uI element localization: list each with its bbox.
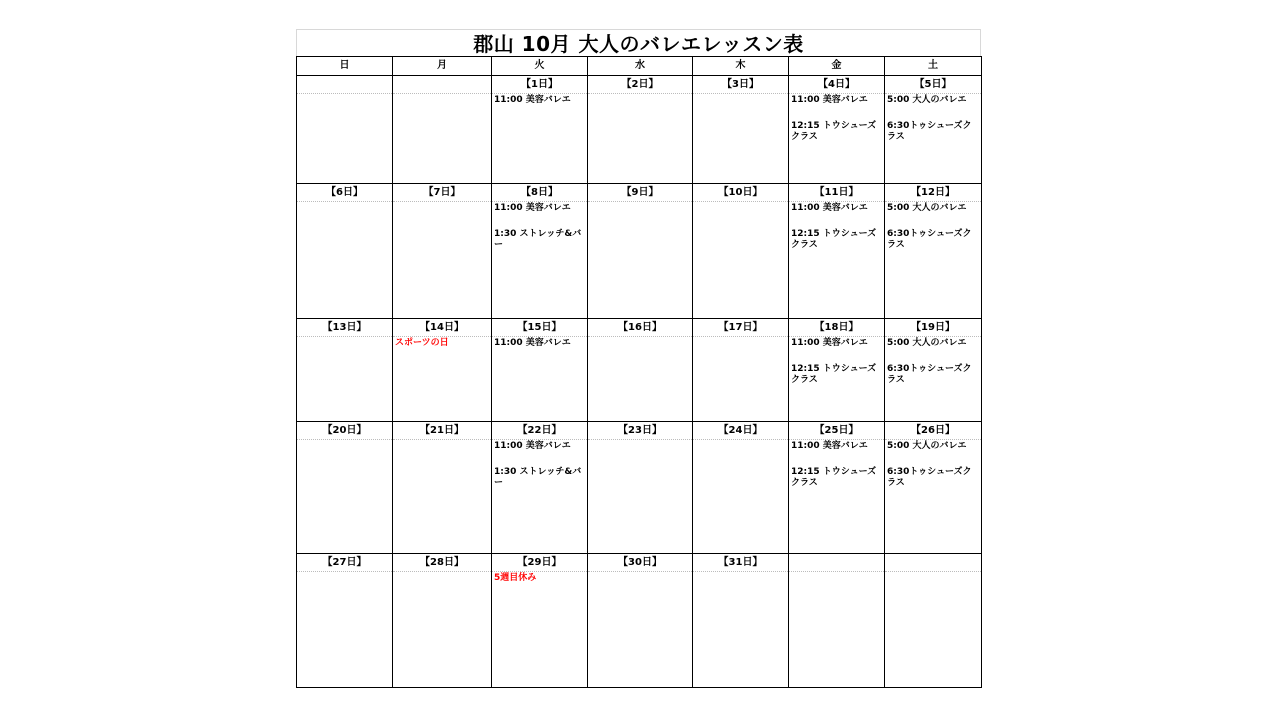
day-cell — [588, 202, 693, 319]
day-cell — [789, 440, 885, 554]
calendar-grid — [296, 56, 982, 688]
day-cells-row — [297, 94, 982, 184]
day-cell — [693, 202, 789, 319]
day-cell — [885, 94, 982, 184]
date-label: 【16日】 — [588, 319, 693, 337]
date-row — [297, 76, 982, 94]
day-cell — [789, 337, 885, 422]
day-cell — [393, 94, 492, 184]
day-cell — [492, 94, 588, 184]
day-cell — [588, 94, 693, 184]
date-label: 【27日】 — [297, 554, 393, 572]
lesson-entry: 6:30トゥシューズクラス — [887, 364, 972, 385]
day-cell — [885, 202, 982, 319]
date-label — [885, 554, 982, 572]
day-cell — [297, 572, 393, 688]
weekday-sun: 日 — [297, 57, 393, 76]
date-label: 【22日】 — [492, 422, 588, 440]
weekday-tue: 火 — [492, 57, 588, 76]
day-cell — [492, 440, 588, 554]
date-label: 【8日】 — [492, 184, 588, 202]
date-label: 【28日】 — [393, 554, 492, 572]
lesson-entry: 6:30トゥシューズクラス — [887, 229, 972, 250]
date-label: 【29日】 — [492, 554, 588, 572]
date-label: 【18日】 — [789, 319, 885, 337]
date-label: 【11日】 — [789, 184, 885, 202]
schedule-title: 郡山 10月 大人のバレエレッスン表 — [296, 29, 981, 56]
day-cell — [789, 202, 885, 319]
day-cell — [297, 440, 393, 554]
date-label: 【17日】 — [693, 319, 789, 337]
day-cell — [693, 337, 789, 422]
day-cell — [588, 337, 693, 422]
lesson-entry: 12:15 トウシューズクラス — [791, 364, 877, 385]
date-label: 【25日】 — [789, 422, 885, 440]
day-cell — [885, 440, 982, 554]
date-label: 【3日】 — [693, 76, 789, 94]
day-cell — [885, 337, 982, 422]
day-cells-row — [297, 572, 982, 688]
day-cell — [693, 440, 789, 554]
day-cell — [693, 572, 789, 688]
date-label: 【5日】 — [885, 76, 982, 94]
date-row — [297, 554, 982, 572]
weekday-sat: 土 — [885, 57, 982, 76]
date-label: 【20日】 — [297, 422, 393, 440]
day-cell — [588, 572, 693, 688]
weekday-fri: 金 — [789, 57, 885, 76]
date-label: 【2日】 — [588, 76, 693, 94]
lesson-entry: 12:15 トウシューズクラス — [791, 229, 877, 250]
lesson-entry: 11:00 美容バレエ — [791, 441, 868, 451]
date-label: 【4日】 — [789, 76, 885, 94]
day-cell — [492, 572, 588, 688]
date-label: 【12日】 — [885, 184, 982, 202]
day-cell — [393, 572, 492, 688]
day-cells-row — [297, 202, 982, 319]
date-label: 【21日】 — [393, 422, 492, 440]
lesson-entry: 12:15 トウシューズクラス — [791, 121, 877, 142]
date-row — [297, 319, 982, 337]
lesson-entry: 5:00 大人のバレエ — [887, 441, 967, 451]
lesson-entry: 5:00 大人のバレエ — [887, 338, 967, 348]
date-label: 【31日】 — [693, 554, 789, 572]
date-row — [297, 184, 982, 202]
weekday-header-row — [297, 57, 982, 76]
date-label: 【1日】 — [492, 76, 588, 94]
date-label: 【7日】 — [393, 184, 492, 202]
lesson-entry: 1:30 ストレッチ&バー — [494, 467, 582, 488]
day-cell — [492, 202, 588, 319]
day-cell — [789, 94, 885, 184]
date-label: 【6日】 — [297, 184, 393, 202]
day-cells-row — [297, 440, 982, 554]
day-cells-row — [297, 337, 982, 422]
holiday-note: 5週目休み — [494, 573, 537, 583]
lesson-entry: 5:00 大人のバレエ — [887, 203, 967, 213]
lesson-entry: 6:30トゥシューズクラス — [887, 121, 972, 142]
lesson-entry: 11:00 美容バレエ — [494, 338, 571, 348]
day-cell — [393, 202, 492, 319]
date-label: 【23日】 — [588, 422, 693, 440]
lesson-entry: 6:30トゥシューズクラス — [887, 467, 972, 488]
date-label: 【24日】 — [693, 422, 789, 440]
weekday-wed: 水 — [588, 57, 693, 76]
lesson-entry: 11:00 美容バレエ — [791, 203, 868, 213]
date-row — [297, 422, 982, 440]
date-label: 【19日】 — [885, 319, 982, 337]
date-label: 【30日】 — [588, 554, 693, 572]
day-cell — [492, 337, 588, 422]
date-label: 【13日】 — [297, 319, 393, 337]
date-label — [393, 76, 492, 94]
holiday-note: スポーツの日 — [395, 338, 449, 348]
day-cell — [693, 94, 789, 184]
day-cell — [393, 440, 492, 554]
lesson-entry: 1:30 ストレッチ&バー — [494, 229, 582, 250]
date-label — [789, 554, 885, 572]
day-cell — [297, 337, 393, 422]
lesson-entry: 11:00 美容バレエ — [494, 203, 571, 213]
day-cell — [789, 572, 885, 688]
lesson-entry: 11:00 美容バレエ — [791, 95, 868, 105]
date-label — [297, 76, 393, 94]
day-cell — [588, 440, 693, 554]
date-label: 【15日】 — [492, 319, 588, 337]
lesson-entry: 12:15 トウシューズクラス — [791, 467, 877, 488]
day-cell — [393, 337, 492, 422]
lesson-entry: 11:00 美容バレエ — [791, 338, 868, 348]
date-label: 【9日】 — [588, 184, 693, 202]
date-label: 【26日】 — [885, 422, 982, 440]
lesson-entry: 5:00 大人のバレエ — [887, 95, 967, 105]
date-label: 【10日】 — [693, 184, 789, 202]
lesson-schedule-sheet — [296, 29, 981, 688]
day-cell — [885, 572, 982, 688]
day-cell — [297, 94, 393, 184]
weekday-thu: 木 — [693, 57, 789, 76]
date-label: 【14日】 — [393, 319, 492, 337]
lesson-entry: 11:00 美容バレエ — [494, 95, 571, 105]
weekday-mon: 月 — [393, 57, 492, 76]
lesson-entry: 11:00 美容バレエ — [494, 441, 571, 451]
day-cell — [297, 202, 393, 319]
